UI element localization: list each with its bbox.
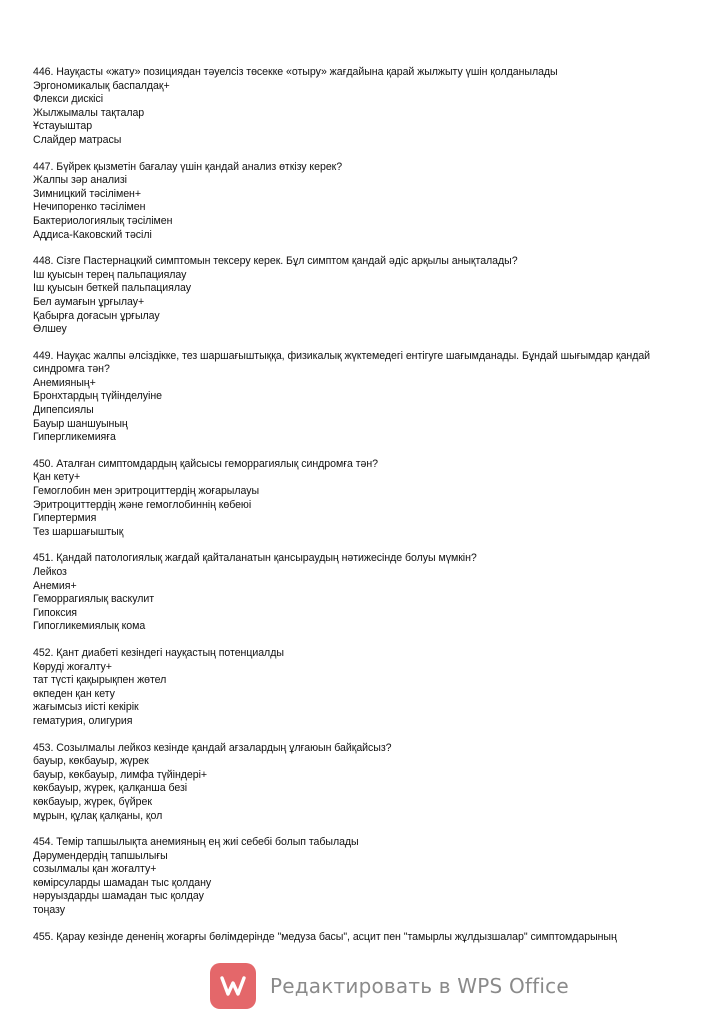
- answer-option: Өлшеу: [33, 323, 67, 336]
- answer-option: Бауыр шаншуының: [33, 417, 128, 430]
- question-text: 448. Сізге Пастернацкий симптомын тексеру керек. Бұл симптом қандай әдіс арқылы анықталады?: [33, 255, 518, 268]
- answer-option: жағымсыз иісті кекірік: [33, 701, 139, 714]
- answer-option: Анемияның+: [33, 376, 96, 389]
- answer-option: көкбауыр, жүрек, бүйрек: [33, 795, 152, 808]
- answer-option: Дипепсиялы: [33, 404, 94, 417]
- question-447: [33, 161, 693, 243]
- answer-option: Слайдер матрасы: [33, 133, 122, 146]
- answer-option: Эритроциттердің және гемоглобиннің көбеюі: [33, 498, 252, 511]
- question-text: 449. Науқас жалпы әлсіздікке, тез шаршағыштыққа, физикалық жүктемедегі ентігуге шағымданады. Бұндай шығымдар қандай синдромға тән?: [33, 349, 653, 376]
- wps-logo-icon: [210, 963, 256, 1009]
- answer-option: Лейкоз: [33, 566, 67, 578]
- answer-option: Гипергликемияға: [33, 431, 116, 444]
- answer-option: көмірсуларды шамадан тыс қолдану: [33, 876, 212, 889]
- answer-option: бауыр, көкбауыр, лимфа түйіндері+: [33, 768, 208, 781]
- answer-option: Іш қуысын терең пальпациялау: [33, 268, 187, 281]
- answer-option: Бел аумағын ұрғылау+: [33, 295, 145, 308]
- question-text: 453. Созылмалы лейкоз кезінде қандай ағзалардың ұлғаюын байқайсыз?: [33, 741, 392, 754]
- answer-option: өкпеден қан кету: [33, 687, 115, 700]
- answer-option: Гемоглобин мен эритроциттердің жоғарылауы: [33, 485, 260, 498]
- answer-option: Іш қуысын беткей пальпациялау: [33, 282, 191, 295]
- answer-option: Дәрумендердің тапшылығы: [33, 849, 168, 862]
- question-text: 451. Қандай патологиялық жағдай қайталанатын қансыраудың нәтижесінде болуы мүмкін?: [33, 552, 477, 565]
- answer-option: Бактериологиялық тәсілімен: [33, 214, 173, 227]
- answer-option: Көруді жоғалту+: [33, 660, 112, 673]
- wps-edit-label[interactable]: Редактировать в WPS Office: [270, 974, 569, 998]
- answer-option: Қабырға доғасын ұрғылау: [33, 309, 160, 322]
- answer-option: көкбауыр, жүрек, қалқанша безі: [33, 782, 188, 795]
- answer-option: Флекси дискісі: [33, 93, 104, 106]
- question-446: [33, 66, 693, 148]
- answer-option: мұрын, құлақ қалқаны, қол: [33, 809, 163, 822]
- question-text: 446. Науқасты «жату» позициядан тәуелсіз төсекке «отыру» жағдайына қарай жылжыту үшін қолданылады: [33, 66, 558, 78]
- answer-option: Жылжымалы тақталар: [33, 106, 145, 119]
- question-449: [33, 350, 693, 445]
- answer-option: Гипогликемиялық кома: [33, 620, 146, 633]
- wps-edit-banner[interactable]: [210, 962, 569, 1010]
- question-text: 452. Қант диабеті кезіндегі науқастың потенциалды: [33, 646, 284, 659]
- question-text: 450. Аталған симптомдардың қайсысы геморрагиялық синдромға тән?: [33, 457, 379, 470]
- answer-option: Гипертермия: [33, 512, 97, 525]
- question-452: [33, 647, 693, 729]
- answer-option: Ұстауыштар: [33, 120, 93, 133]
- answer-option: созылмалы қан жоғалту+: [33, 863, 157, 876]
- question-448: [33, 255, 693, 337]
- answer-option: Қан кету+: [33, 471, 81, 484]
- question-455: [33, 931, 693, 945]
- answer-option: Гипоксия: [33, 606, 77, 619]
- answer-option: бауыр, көкбауыр, жүрек: [33, 755, 149, 768]
- answer-option: тат түсті қақырықпен жөтел: [33, 674, 167, 687]
- answer-option: Нечипоренко тәсілімен: [33, 201, 146, 214]
- answer-option: Аддиса-Каковский тәсілі: [33, 228, 152, 241]
- question-454: [33, 836, 693, 918]
- answer-option: нәруыздарды шамадан тыс қолдау: [33, 890, 204, 903]
- answer-option: Тез шаршағыштық: [33, 525, 124, 538]
- answer-option: Бронхтардың түйінделуіне: [33, 390, 162, 403]
- document-page: [33, 66, 693, 957]
- question-450: [33, 458, 693, 540]
- question-text: 455. Қарау кезінде дененің жоғарғы бөлімдерінде "медуза басы", асцит пен "тамырлы жұлдызшалар" симптомдарының: [33, 930, 617, 943]
- question-text: 454. Темір тапшылықта анемияның ең жиі себебі болып табылады: [33, 836, 359, 849]
- answer-option: гематурия, олигурия: [33, 714, 133, 727]
- question-453: [33, 742, 693, 824]
- answer-option: Зимницкий тәсілімен+: [33, 187, 141, 200]
- answer-option: Геморрагиялық васкулит: [33, 593, 155, 606]
- answer-option: Анемия+: [33, 579, 77, 592]
- answer-option: Жалпы зәр анализі: [33, 174, 127, 187]
- question-451: [33, 552, 693, 634]
- question-text: 447. Бүйрек қызметін бағалау үшін қандай анализ өткізу керек?: [33, 160, 343, 173]
- answer-option: Эргономикалық баспалдақ+: [33, 79, 170, 92]
- answer-option: тоңазу: [33, 904, 65, 917]
